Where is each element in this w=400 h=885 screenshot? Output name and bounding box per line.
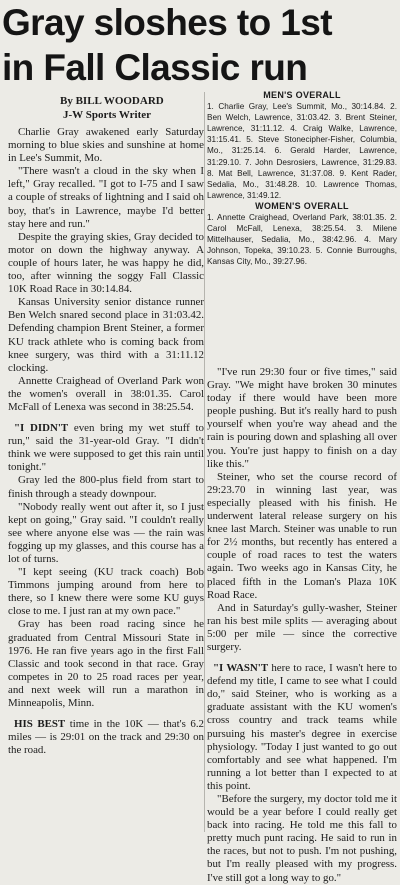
women-results-list: 1. Annette Craighead, Overland Park, 38:01.35. 2. Carol McFall, Lenexa, 38:25.54. 3. Milene Mittelhauser, Sedalia, Mo., 38:42.96. 4. Mary Johnson, Topeka, 39:10.23. 5. Connie Burroughs, Kansas City, Mo., 39:27.96. bbox=[207, 213, 397, 267]
headline bbox=[0, 0, 400, 90]
article-paragraph: "I've run 29:30 four or five times," said Gray. "We might have broken 30 minutes today if there would have been more people pushing. But it's really hard to push yourself when you're way ahead and the rain is pouring down and splashing all over you. You're just happy to finish on a day like this." bbox=[207, 366, 397, 470]
women-results-header: WOMEN'S OVERALL bbox=[255, 200, 349, 211]
article-paragraph: Charlie Gray awakened early Saturday morning to blue skies and sunshine at home in Lee's Summit, Mo. bbox=[8, 126, 204, 165]
article-paragraph: And in Saturday's gully-washer, Steiner ran his best mile splits — averaging about 5:00 per mile — since the corrective surgery. bbox=[207, 601, 397, 653]
article-paragraph: "There wasn't a cloud in the sky when I left," Gray recalled. "I got to I-75 and I saw a couple of streaks of lightning and I said oh boy, that's in Lawrence, maybe I'd better stay here and run." bbox=[8, 165, 204, 230]
article-paragraph: "I kept seeing (KU track coach) Bob Timmons jumping around from here to there, so I knew there were some KU guys close to me. I just ran at my own pace." bbox=[8, 566, 204, 618]
byline-role: J-W Sports Writer bbox=[63, 109, 151, 121]
article-column-right bbox=[207, 366, 397, 885]
article-paragraph: Gray led the 800-plus field from start to finish through a steady downpour. bbox=[8, 474, 204, 500]
paragraph-text: here to race, I wasn't here to defend my title, I came to see what I could do," said Steiner, who is working as a graduate assistant with the KU women's cross country and track teams while pursuing his master's degree in exercise physiology. "Today I just wanted to go out comfortably and see what happened. I'm running a lot better than I expected to at this point. bbox=[207, 662, 398, 792]
article-paragraph bbox=[8, 718, 204, 757]
men-results-list: 1. Charlie Gray, Lee's Summit, Mo., 30:14.84. 2. Ben Welch, Lawrence, 31:03.42. 3. Brent Steiner, Lawrence, 31:11.12. 4. Craig Walke, Lawrence, 31:15.41. 5. Steve Stonecipher-Fisher, Columbia, Mo., 31:25.14. 6. Gerald Harder, Lawrence, 31:29.10. 7. John Desrosiers, Lawrence, 31:29.83. 8. Mat Bell, Lawrence, 31:37.08. 9. Kent Rader, Sedalia, Mo., 31:48.28. 10. Lawrence Thomas, Lawrence, 31:49.12. bbox=[207, 102, 397, 200]
column-divider bbox=[204, 92, 205, 832]
article-paragraph: Annette Craighead of Overland Park won the women's overall in 38:01.35. Carol McFall of Lenexa was second in 38:25.54. bbox=[8, 374, 204, 413]
article-paragraph bbox=[8, 422, 204, 474]
paragraph-lead-in: "I DIDN'T bbox=[14, 422, 69, 435]
article-paragraph: "Nobody really went out after it, so I just kept on going," Gray said. "I couldn't really see where anyone else was — the rain was fogging up my glasses, and this course has a lot of turns. bbox=[8, 500, 204, 565]
article-paragraph bbox=[207, 662, 397, 793]
article-column-left bbox=[8, 126, 204, 757]
paragraph-lead-in: "I WASN'T bbox=[213, 662, 269, 675]
headline-line-2: in Fall Classic run bbox=[2, 47, 308, 88]
byline-author: By BILL WOODARD bbox=[60, 95, 164, 107]
article-paragraph: Steiner, who set the course record of 29:23.70 in winning last year, was especially pleased with his finish. He underwent lateral release surgery on his knee last March. Steiner was unable to run for 2½ months, but recently has entered a couple of road races to test the waters again. Two weeks ago in Kansas City, he placed fifth in the Loman's Plaza 10K Road Race. bbox=[207, 470, 397, 601]
article-paragraph: Despite the graying skies, Gray decided to motor on down the highway anyway. A couple of hours later, he was happy he did, too, after winning the soggy Fall Classic 10K Road Race in 30:14.84. bbox=[8, 230, 204, 296]
byline bbox=[60, 94, 164, 122]
paragraph-text: time in the 10K — that's 6.2 miles — is 29:01 on the track and 29:30 on the road. bbox=[8, 718, 204, 757]
results-box bbox=[207, 90, 397, 268]
article-paragraph: Kansas University senior distance runner Ben Welch snared second place in 31:03.42. Defending champion Brent Steiner, a former KU track athlete who is coming back from knee surgery, was third with a 31:11.12 clocking. bbox=[8, 296, 204, 374]
article-paragraph: Gray has been road racing since he graduated from Central Missouri State in 1976. He ran five years ago in the first Fall Classic and took second in that race. Gray competes in 20 to 25 road races per year, and next week will run a marathon in Minneapolis, Minn. bbox=[8, 618, 204, 710]
headline-line-1: Gray sloshes to 1st bbox=[2, 2, 332, 43]
paragraph-text: even bring my wet stuff to run," said the 31-year-old Gray. "I didn't think we were supposed to get this rain until tonight." bbox=[8, 422, 204, 474]
men-results-header: MEN'S OVERALL bbox=[263, 90, 341, 100]
article-paragraph: "Before the surgery, my doctor told me it would be a year before I could really get back into racing. He told me this fall to pretty much punt racing. He said to run in the races, but not to push. I'm not pushing, but I'm really pleased with my progress. I've still got a long way to go." bbox=[207, 793, 397, 884]
paragraph-lead-in: HIS BEST bbox=[14, 718, 66, 731]
